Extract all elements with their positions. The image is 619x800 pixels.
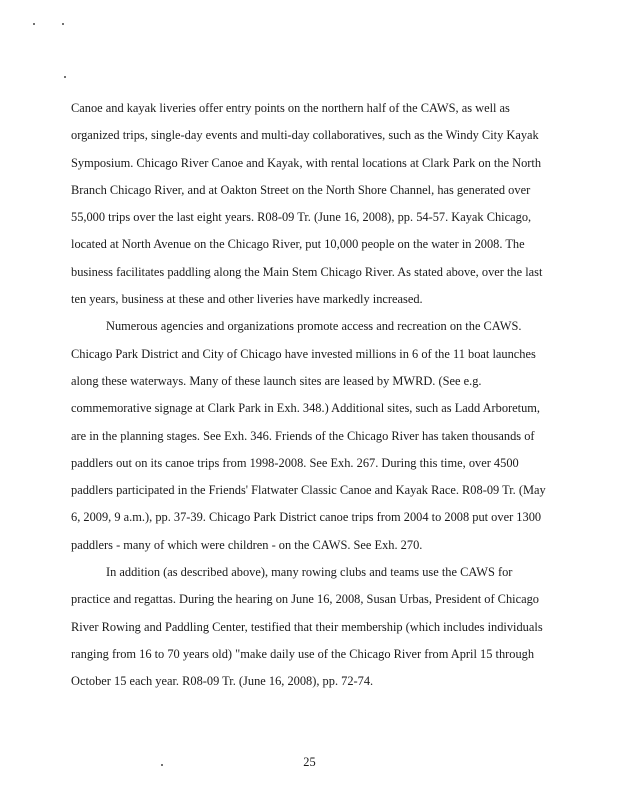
body-text <box>71 95 551 696</box>
text-line: paddlers participated in the Friends' Flatwater Classic Canoe and Kayak Race. R08-09 Tr. (May <box>71 483 546 498</box>
text-line: Branch Chicago River, and at Oakton Street on the North Shore Channel, has generated over <box>71 182 531 197</box>
text-line: ten years, business at these and other liveries have markedly increased. <box>71 292 423 307</box>
page-number: 25 <box>303 755 316 769</box>
text-line: are in the planning stages. See Exh. 346. Friends of the Chicago River has taken thousands of <box>71 428 535 443</box>
text-line: practice and regattas. During the hearing on June 16, 2008, Susan Urbas, President of Chicago <box>71 592 539 607</box>
text-line: commemorative signage at Clark Park in Exh. 348.) Additional sites, such as Ladd Arboretum, <box>71 401 541 416</box>
text-line: paddlers - many of which were children - on the CAWS. See Exh. 270. <box>71 537 423 552</box>
text-line: Numerous agencies and organizations promote access and recreation on the CAWS. <box>106 319 522 334</box>
text-line: River Rowing and Paddling Center, testified that their membership (which includes individuals <box>71 619 543 634</box>
text-line: Chicago Park District and City of Chicago have invested millions in 6 of the 11 boat launches <box>71 346 536 361</box>
scan-speck <box>64 76 66 78</box>
text-line: Canoe and kayak liveries offer entry points on the northern half of the CAWS, as well as <box>71 101 510 115</box>
scan-speck <box>62 23 64 25</box>
text-line: ranging from 16 to 70 years old) "make daily use of the Chicago River from April 15 through <box>71 646 535 661</box>
scan-speck <box>33 23 35 25</box>
text-line: business facilitates paddling along the Main Stem Chicago River. As stated above, over the last <box>71 264 543 279</box>
text-line: organized trips, single-day events and multi-day collaboratives, such as the Windy City Kayak <box>71 128 539 143</box>
text-line: 55,000 trips over the last eight years. R08-09 Tr. (June 16, 2008), pp. 54-57. Kayak Chicago, <box>71 210 532 225</box>
text-line: October 15 each year. R08-09 Tr. (June 16, 2008), pp. 72-74. <box>71 674 374 689</box>
text-line: 6, 2009, 9 a.m.), pp. 37-39. Chicago Park District canoe trips from 2004 to 2008 put over 1300 <box>71 510 542 525</box>
text-line: paddlers out on its canoe trips from 1998-2008. See Exh. 267. During this time, over 4500 <box>71 455 519 470</box>
text-line: Symposium. Chicago River Canoe and Kayak, with rental locations at Clark Park on the North <box>71 155 542 170</box>
text-line: located at North Avenue on the Chicago River, put 10,000 people on the water in 2008. The <box>71 237 525 252</box>
text-line: In addition (as described above), many rowing clubs and teams use the CAWS for <box>106 565 513 580</box>
text-line: along these waterways. Many of these launch sites are leased by MWRD. (See e.g. <box>71 373 482 388</box>
